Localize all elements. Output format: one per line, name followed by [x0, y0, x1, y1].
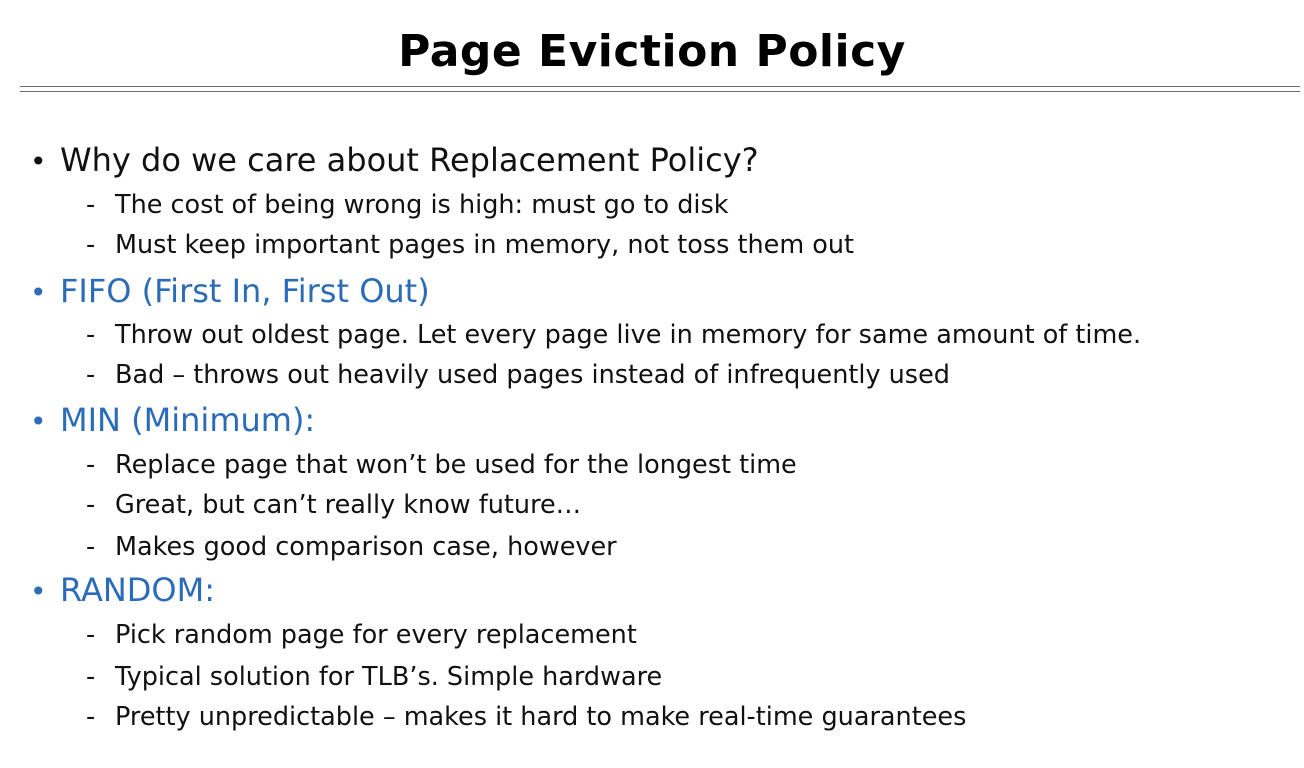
dash-icon: - [86, 662, 96, 692]
sub-bullet-text: Pick random page for every replacement [115, 620, 637, 650]
sub-bullet-text: Bad – throws out heavily used pages instead of infrequently used [115, 360, 950, 390]
sub-bullet [86, 318, 1141, 352]
bullet-heading: Why do we care about Replacement Policy? [60, 141, 759, 179]
sub-bullet-text: Must keep important pages in memory, not toss them out [115, 230, 855, 260]
sub-bullet-text: The cost of being wrong is high: must go to disk [115, 190, 729, 220]
sub-bullet [86, 488, 581, 522]
dash-icon: - [86, 450, 96, 480]
dash-icon: - [86, 532, 96, 562]
sub-bullet [86, 618, 637, 652]
bullet-min [30, 400, 315, 442]
bullet-dot-icon: • [30, 145, 47, 178]
sub-bullet-text: Pretty unpredictable – makes it hard to make real-time guarantees [115, 702, 967, 732]
dash-icon: - [86, 490, 96, 520]
sub-bullet [86, 228, 854, 262]
sub-bullet-text: Replace page that won’t be used for the longest time [115, 450, 797, 480]
bullet-dot-icon: • [30, 405, 47, 438]
dash-icon: - [86, 230, 96, 260]
bullet-dot-icon: • [30, 276, 47, 309]
bullet-heading: MIN (Minimum): [60, 401, 316, 439]
bullet-heading: FIFO (First In, First Out) [60, 272, 430, 310]
sub-bullet [86, 530, 617, 564]
slide-title: Page Eviction Policy [398, 26, 906, 77]
sub-bullet [86, 188, 729, 222]
sub-bullet-text: Makes good comparison case, however [115, 532, 617, 562]
bullet-heading: RANDOM: [60, 571, 215, 609]
dash-icon: - [86, 190, 96, 220]
sub-bullet-text: Throw out oldest page. Let every page live in memory for same amount of time. [115, 320, 1142, 350]
dash-icon: - [86, 702, 96, 732]
sub-bullet [86, 660, 662, 694]
bullet-random [30, 570, 215, 612]
bullet-dot-icon: • [30, 575, 47, 608]
sub-bullet [86, 448, 797, 482]
sub-bullet [86, 358, 950, 392]
sub-bullet [86, 700, 966, 734]
sub-bullet-text: Typical solution for TLB’s. Simple hardware [115, 662, 663, 692]
bullet-fifo [30, 271, 430, 313]
dash-icon: - [86, 620, 96, 650]
dash-icon: - [86, 320, 96, 350]
sub-bullet-text: Great, but can’t really know future… [115, 490, 582, 520]
bullet-why-care [30, 140, 759, 182]
dash-icon: - [86, 360, 96, 390]
